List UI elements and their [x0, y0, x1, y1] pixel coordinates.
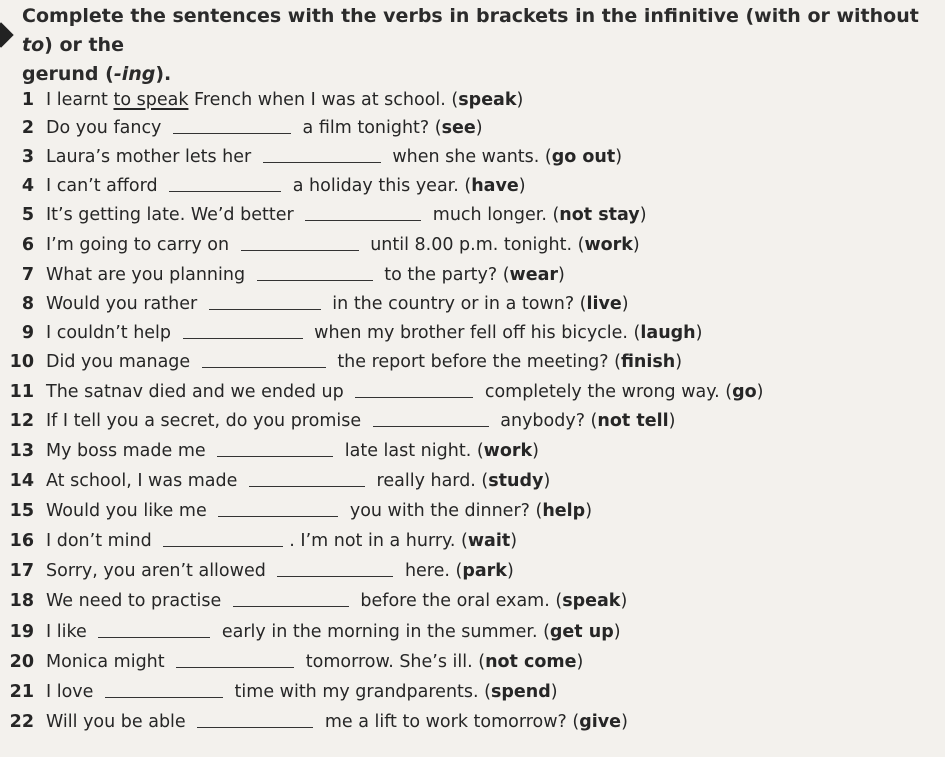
- sentence-text: [46, 618, 621, 646]
- item-number: 15: [9, 501, 34, 521]
- instruction-line1-end: ) or the: [44, 34, 124, 56]
- sentence-end: when she wants. (: [386, 147, 552, 167]
- item-number: 3: [21, 147, 34, 167]
- closing-bracket: ): [639, 205, 647, 225]
- sentence-end: here. (: [399, 561, 463, 581]
- example-answer: to speak: [113, 90, 189, 110]
- closing-bracket: ): [632, 235, 640, 255]
- sentence-start: Would you rather: [46, 294, 203, 314]
- item-number: 4: [21, 176, 34, 196]
- answer-blank[interactable]: [218, 498, 338, 517]
- verb-hint: not stay: [559, 205, 640, 225]
- sentence-end: really hard. (: [370, 471, 489, 491]
- sentence-text: [46, 437, 539, 465]
- answer-blank[interactable]: [105, 679, 223, 698]
- sentence-text: [46, 114, 483, 142]
- instruction-italic-to: to: [22, 34, 45, 56]
- answer-blank[interactable]: [241, 232, 359, 251]
- verb-hint: spend: [490, 682, 551, 702]
- sentence-end: when my brother fell off his bicycle. (: [308, 323, 641, 343]
- sentence-start: Monica might: [46, 652, 171, 672]
- closing-bracket: ): [613, 622, 621, 642]
- answer-blank[interactable]: [263, 144, 381, 163]
- sentence-start: I couldn’t help: [46, 323, 177, 343]
- verb-hint: finish: [620, 352, 676, 372]
- sentence-text: [46, 143, 622, 171]
- instruction-italic-ing: -ing: [113, 63, 156, 85]
- sentence-text: [46, 378, 763, 406]
- sentence-start: Laura’s mother lets her: [46, 147, 257, 167]
- closing-bracket: ): [510, 531, 518, 551]
- sentence-start: Will you be able: [46, 712, 192, 732]
- sentence-text: [46, 557, 514, 585]
- item-number: 2: [21, 118, 34, 138]
- item-number: 8: [21, 294, 34, 314]
- verb-hint: go out: [551, 147, 616, 167]
- item-number: 11: [9, 382, 34, 402]
- closing-bracket: ): [756, 382, 764, 402]
- answer-blank[interactable]: [169, 173, 281, 192]
- verb-hint: park: [462, 561, 507, 581]
- item-number: 17: [9, 561, 34, 581]
- answer-blank[interactable]: [233, 588, 349, 607]
- verb-hint: wear: [509, 265, 559, 285]
- answer-blank[interactable]: [163, 528, 283, 547]
- answer-blank[interactable]: [305, 202, 421, 221]
- sentence-end: a film tonight? (: [296, 118, 442, 138]
- sentence-start: It’s getting late. We’d better: [46, 205, 300, 225]
- sentence-start: I can’t afford: [46, 176, 164, 196]
- item-number: 1: [21, 90, 34, 110]
- sentence-end: you with the dinner? (: [344, 501, 543, 521]
- sentence-text: [46, 172, 526, 200]
- sentence-start: The satnav died and we ended up: [46, 382, 350, 402]
- sentence-text: [46, 678, 558, 706]
- verb-hint: speak: [458, 90, 517, 110]
- answer-blank[interactable]: [202, 349, 326, 368]
- sentence-start: I learnt: [46, 90, 114, 110]
- item-number: 10: [9, 352, 34, 372]
- sentence-text: [46, 527, 517, 555]
- closing-bracket: ): [506, 561, 514, 581]
- item-number: 7: [21, 265, 34, 285]
- instruction-line2: gerund (: [22, 63, 114, 85]
- answer-blank[interactable]: [373, 408, 489, 427]
- sentence-end: to the party? (: [378, 265, 510, 285]
- sentence-end: tomorrow. She’s ill. (: [300, 652, 486, 672]
- sentence-start: At school, I was made: [46, 471, 243, 491]
- closing-bracket: ): [621, 294, 629, 314]
- sentence-end: early in the morning in the summer. (: [216, 622, 550, 642]
- sentence-text: [46, 648, 583, 676]
- sentence-end: a holiday this year. (: [287, 176, 472, 196]
- sentence-text: [46, 231, 640, 259]
- closing-bracket: ): [543, 471, 551, 491]
- verb-hint: give: [579, 712, 622, 732]
- verb-hint: work: [483, 441, 533, 461]
- sentence-text: [46, 708, 628, 736]
- sentence-start: I don’t mind: [46, 531, 158, 551]
- sentence-start: Would you like me: [46, 501, 213, 521]
- sentence-start: What are you planning: [46, 265, 251, 285]
- verb-hint: not come: [485, 652, 577, 672]
- closing-bracket: ): [516, 90, 524, 110]
- sentence-text: [46, 201, 647, 229]
- answer-blank[interactable]: [257, 262, 373, 281]
- page-corner-mark: [0, 22, 14, 47]
- sentence-text: [46, 587, 627, 615]
- sentence-text: [46, 319, 702, 347]
- sentence-end: late last night. (: [339, 441, 484, 461]
- sentence-end: anybody? (: [494, 411, 598, 431]
- sentence-start: I like: [46, 622, 93, 642]
- verb-hint: not tell: [597, 411, 669, 431]
- sentence-end: me a lift to work tomorrow? (: [319, 712, 580, 732]
- closing-bracket: ): [620, 591, 628, 611]
- instruction-text: [22, 2, 937, 89]
- closing-bracket: ): [558, 265, 565, 285]
- closing-bracket: ): [532, 441, 539, 461]
- closing-bracket: ): [550, 682, 558, 702]
- sentence-start: We need to practise: [46, 591, 227, 611]
- item-number: 13: [9, 441, 34, 461]
- item-number: 6: [21, 235, 34, 255]
- verb-hint: study: [488, 471, 544, 491]
- item-number: 16: [9, 531, 34, 551]
- sentence-end: time with my grandparents. (: [228, 682, 491, 702]
- item-number: 18: [9, 591, 34, 611]
- closing-bracket: ): [621, 712, 628, 732]
- closing-bracket: ): [576, 652, 584, 672]
- verb-hint: get up: [549, 622, 614, 642]
- closing-bracket: ): [585, 501, 593, 521]
- verb-hint: work: [584, 235, 633, 255]
- item-number: 9: [21, 323, 34, 343]
- item-number: 19: [9, 622, 34, 642]
- answer-blank[interactable]: [173, 115, 291, 134]
- answer-blank[interactable]: [217, 438, 333, 457]
- sentence-start: Do you fancy: [46, 118, 167, 138]
- item-number: 5: [21, 205, 34, 225]
- answer-blank[interactable]: [249, 468, 365, 487]
- verb-hint: see: [441, 118, 476, 138]
- verb-hint: help: [542, 501, 586, 521]
- sentence-text: [46, 407, 675, 435]
- answer-blank[interactable]: [355, 379, 473, 398]
- closing-bracket: ): [668, 411, 676, 431]
- answer-blank[interactable]: [209, 291, 321, 310]
- sentence-end: much longer. (: [427, 205, 560, 225]
- verb-hint: laugh: [640, 323, 696, 343]
- item-number: 21: [9, 682, 34, 702]
- item-number: 14: [9, 471, 34, 491]
- sentence-end: . I’m not in a hurry. (: [289, 531, 468, 551]
- sentence-text: [46, 261, 565, 289]
- item-number: 20: [9, 652, 34, 672]
- answer-blank[interactable]: [197, 709, 313, 728]
- item-number: 12: [9, 411, 34, 431]
- sentence-end: completely the wrong way. (: [479, 382, 733, 402]
- sentence-start: Sorry, you aren’t allowed: [46, 561, 272, 581]
- sentence-end: French when I was at school. (: [188, 90, 459, 110]
- verb-hint: go: [732, 382, 757, 402]
- closing-bracket: ): [615, 147, 623, 167]
- sentence-text: [46, 467, 550, 495]
- answer-blank[interactable]: [277, 558, 393, 577]
- verb-hint: wait: [467, 531, 511, 551]
- answer-blank[interactable]: [98, 619, 210, 638]
- sentence-start: I love: [46, 682, 99, 702]
- sentence-end: before the oral exam. (: [354, 591, 563, 611]
- closing-bracket: ): [695, 323, 703, 343]
- verb-hint: speak: [562, 591, 621, 611]
- item-number: 22: [9, 712, 34, 732]
- sentence-end: the report before the meeting? (: [331, 352, 621, 372]
- instruction-line2-end: ).: [155, 63, 172, 85]
- answer-blank[interactable]: [176, 649, 294, 668]
- sentence-text: [46, 290, 629, 318]
- answer-blank[interactable]: [183, 320, 303, 339]
- sentence-end: in the country or in a town? (: [326, 294, 587, 314]
- sentence-start: I’m going to carry on: [46, 235, 235, 255]
- verb-hint: live: [586, 294, 622, 314]
- sentence-end: until 8.00 p.m. tonight. (: [364, 235, 585, 255]
- closing-bracket: ): [518, 176, 526, 196]
- sentence-start: If I tell you a secret, do you promise: [46, 411, 367, 431]
- verb-hint: have: [471, 176, 519, 196]
- closing-bracket: ): [675, 352, 683, 372]
- instruction-line1: Complete the sentences with the verbs in brackets in the infinitive (with or without: [22, 5, 919, 27]
- closing-bracket: ): [475, 118, 483, 138]
- sentence-text: [46, 348, 682, 376]
- sentence-text: [46, 497, 592, 525]
- sentence-start: My boss made me: [46, 441, 212, 461]
- sentence-start: Did you manage: [46, 352, 196, 372]
- sentence-text: [46, 86, 523, 114]
